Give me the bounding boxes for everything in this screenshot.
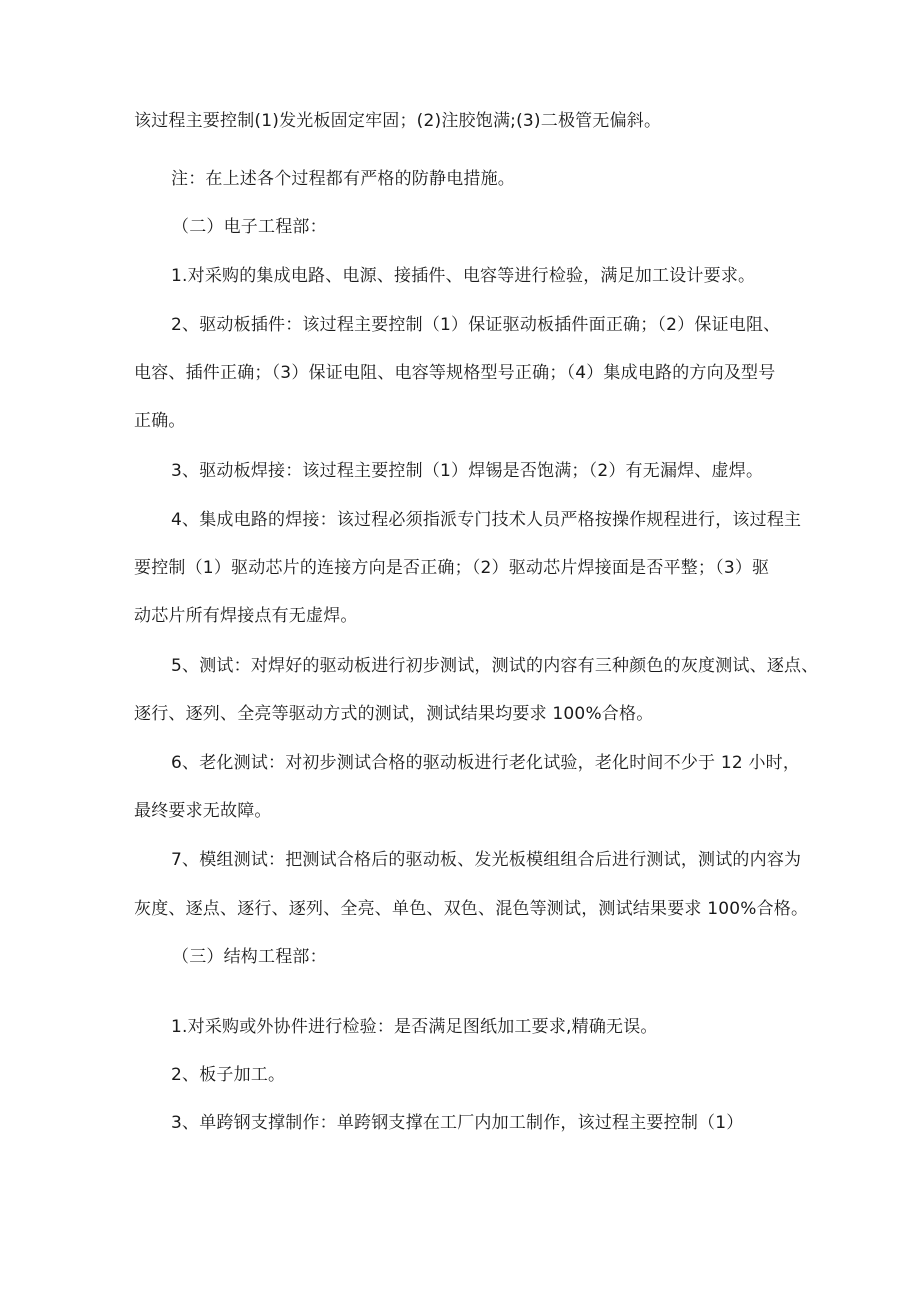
section-heading: （三）结构工程部： [172, 947, 327, 967]
list-item: 2、驱动板插件：该过程主要控制（1）保证驱动板插件面正确；（2）保证电阻、 [171, 315, 781, 335]
list-item: 5、测试：对焊好的驱动板进行初步测试，测试的内容有三种颜色的灰度测试、逐点、 [171, 656, 819, 676]
text-line: 正确。 [134, 411, 186, 431]
list-item: 3、单跨钢支撑制作：单跨钢支撑在工厂内加工制作，该过程主要控制（1） [171, 1113, 744, 1133]
text-line: 动芯片所有焊接点有无虚焊。 [134, 606, 358, 626]
text-line: 灰度、逐点、逐行、逐列、全亮、单色、双色、混色等测试，测试结果要求 100%合格。 [134, 899, 809, 919]
note-line: 注：在上述各个过程都有严格的防静电措施。 [171, 169, 515, 189]
text-line: 逐行、逐列、全亮等驱动方式的测试，测试结果均要求 100%合格。 [134, 704, 654, 724]
list-item: 1.对采购的集成电路、电源、接插件、电容等进行检验，满足加工设计要求。 [171, 266, 756, 286]
list-item: 2、板子加工。 [171, 1065, 286, 1085]
list-item: 4、集成电路的焊接：该过程必须指派专门技术人员严格按操作规程进行，该过程主 [171, 510, 802, 530]
text-line: 该过程主要控制(1)发光板固定牢固；(2)注胶饱满;(3)二极管无偏斜。 [134, 111, 662, 131]
section-heading: （二）电子工程部： [172, 217, 327, 237]
list-item: 7、模组测试：把测试合格后的驱动板、发光板模组组合后进行测试，测试的内容为 [171, 850, 802, 870]
list-item: 3、驱动板焊接：该过程主要控制（1）焊锡是否饱满；（2）有无漏焊、虚焊。 [171, 461, 764, 481]
text-line: 最终要求无故障。 [134, 801, 272, 821]
text-line: 要控制（1）驱动芯片的连接方向是否正确；（2）驱动芯片焊接面是否平整；（3）驱 [134, 558, 770, 578]
list-item: 1.对采购或外协件进行检验：是否满足图纸加工要求,精确无误。 [171, 1017, 658, 1037]
list-item: 6、老化测试：对初步测试合格的驱动板进行老化试验，老化时间不少于 12 小时， [171, 753, 801, 773]
text-line: 电容、插件正确；（3）保证电阻、电容等规格型号正确；（4）集成电路的方向及型号 [134, 363, 776, 383]
